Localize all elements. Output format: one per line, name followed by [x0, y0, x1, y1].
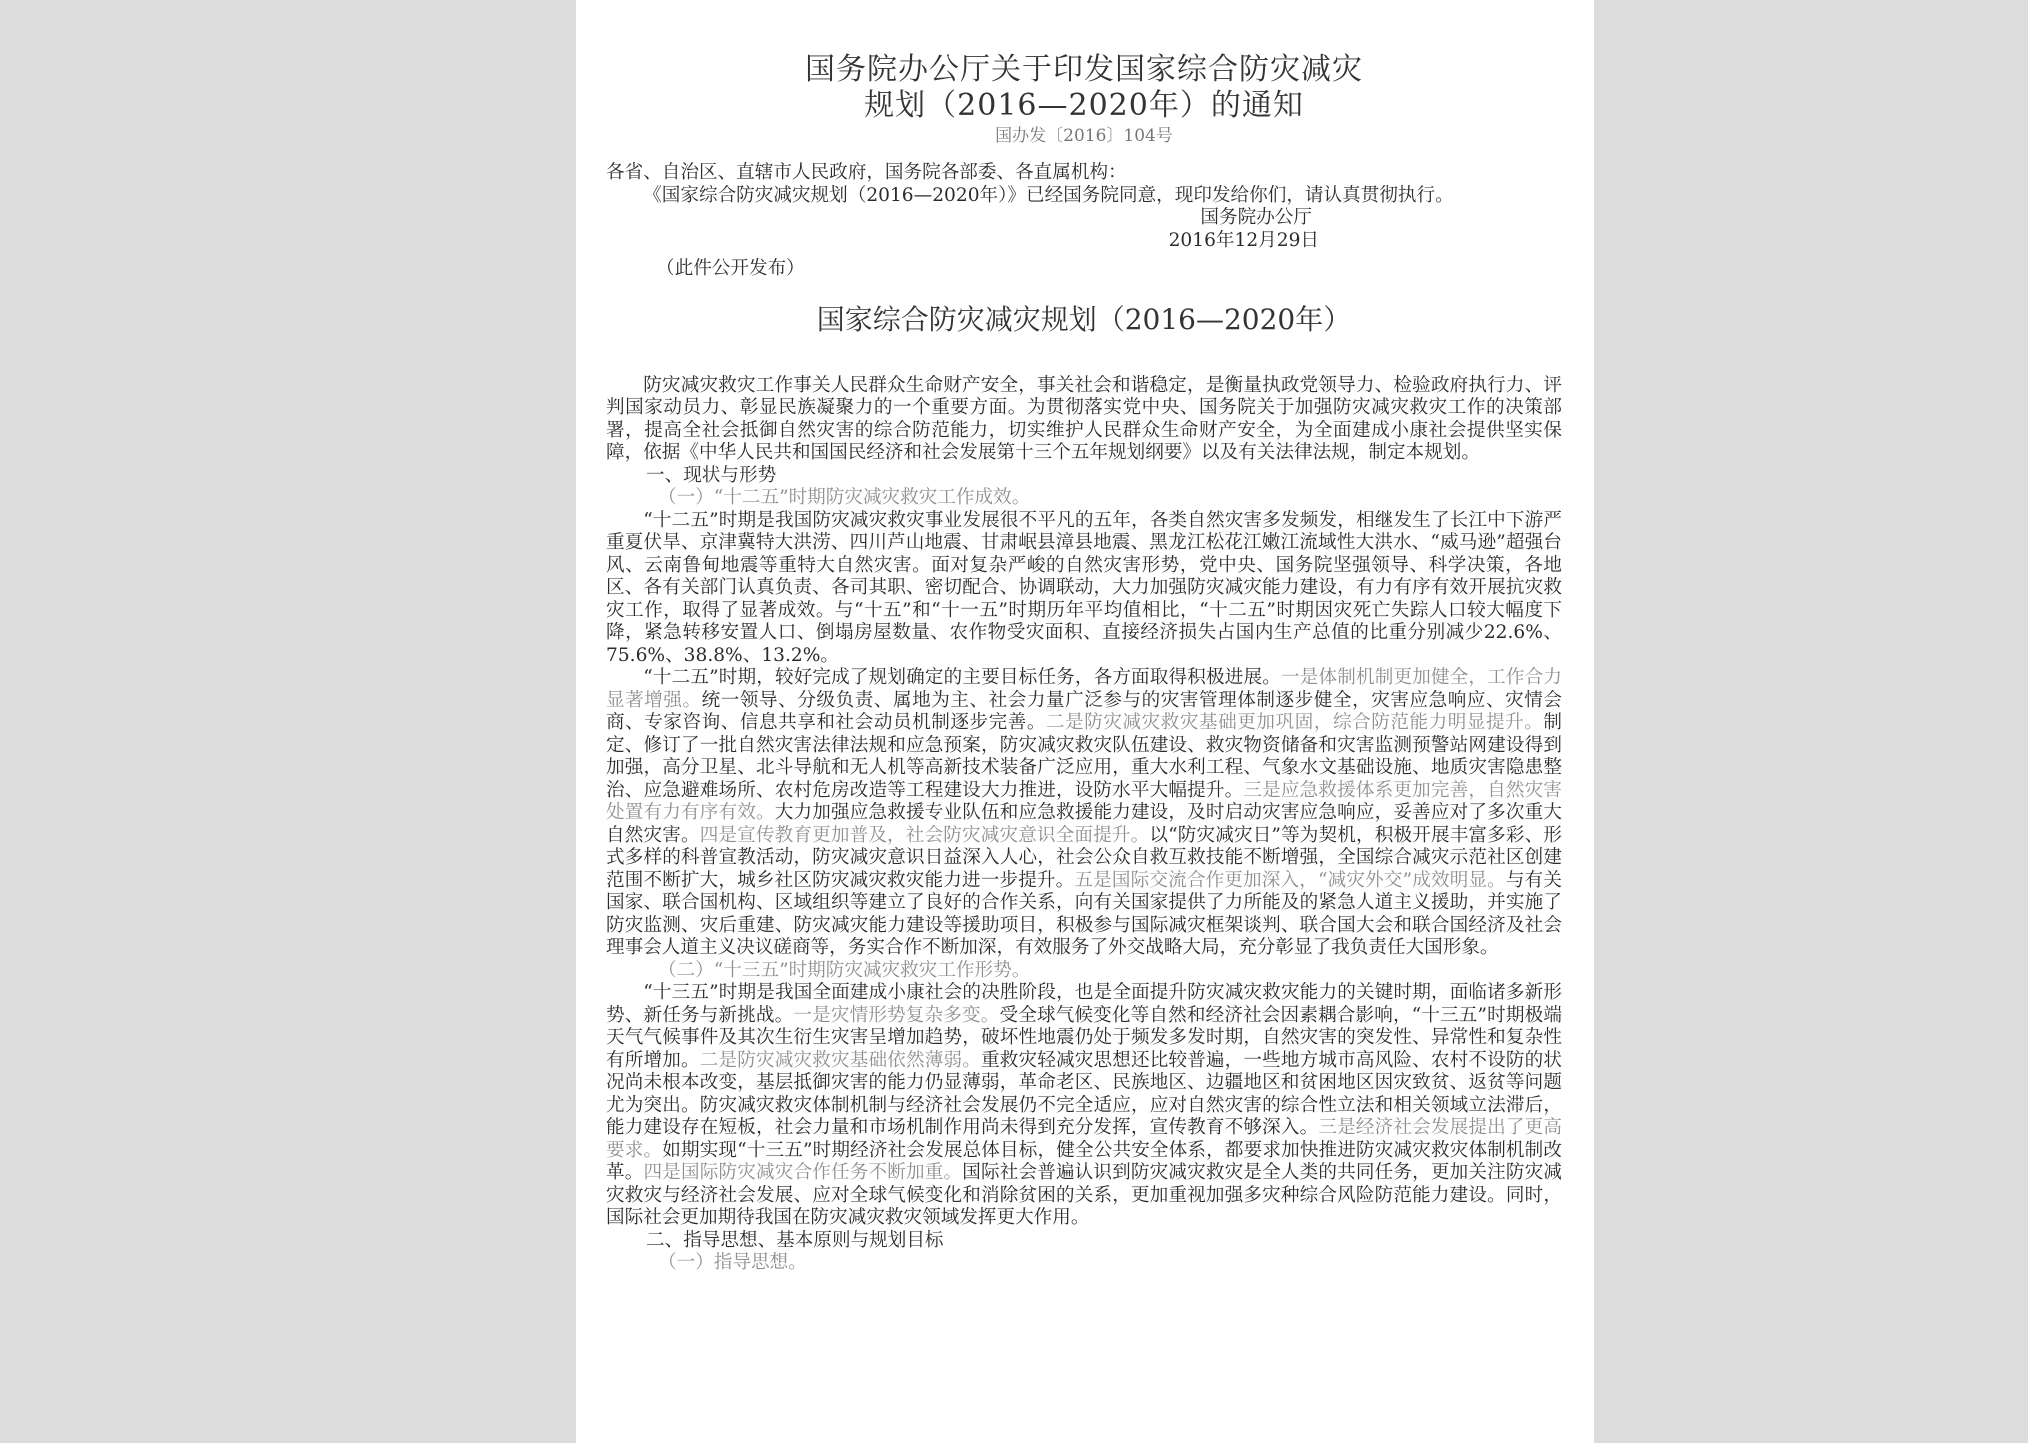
subsection-heading-2-1: （一）指导思想。: [658, 1252, 807, 1273]
point-4-text: 以“防灾减灾日”等为契机，积极开展丰富多彩、形式多样的科普宣教活动，防灾减灾意识日益深入人心，社会公众自救互救技能不断增强，全国综合减灾示范社区创建范围不断扩大，城乡社区防灾减灾救灾能力进一步提升。: [606, 824, 1562, 891]
paragraph-situation-text: “十三五”时期是我国全面建成小康社会的决胜阶段，也是全面提升防灾减灾救灾能力的关键时期，面临诸多新形势、新任务与新挑战。: [606, 982, 1562, 1026]
section-heading-2: 二、指导思想、基本原则与规划目标: [646, 1229, 944, 1251]
notice-title-line2: 规划（2016—2020年）的通知: [864, 88, 1304, 123]
paragraph-achievements: “十二五”时期是我国防灾减灾救灾事业发展很不平凡的五年，各类自然灾害多发频发，相继发生了长江中下游严重夏伏旱、京津冀特大洪涝、四川芦山地震、甘肃岷县漳县地震、黑龙江松花江嫩江流域性大洪水、“威马逊”超强台风、云南鲁甸地震等重特大自然灾害。面对复杂严峻的自然灾害形势，党中央、国务院坚强领导、科学决策，各地区、各有关部门认真负责、各司其职、密切配合、协调联动，大力加强防灾减灾能力建设，有力有序有效开展抗灾救灾工作，取得了显著成效。与“十五”和“十一五”时期历年平均值相比，“十二五”时期因灾死亡失踪人口较大幅度下降，紧急转移安置人口、倒塌房屋数量、农作物受灾面积、直接经济损失占国内生产总值的比重分别减少22.6%、75.6%、38.8%、13.2%。: [606, 509, 1562, 666]
document-content: [606, 52, 1562, 1275]
subsection-heading-1-1: （一）“十二五”时期防灾减灾救灾工作成效。: [658, 487, 1031, 508]
challenge-2-text: 重救灾轻减灾思想还比较普遍，一些地方城市高风险、农村不设防的状况尚未根本改变，基层抵御灾害的能力仍显薄弱，革命老区、民族地区、边疆地区和贫困地区因灾致贫、返贫等问题尤为突出。防灾减灾救灾体制机制与经济社会发展仍不完全适应，应对自然灾害的综合性立法和相关领域立法滞后，能力建设存在短板，社会力量和市场机制作用尚未得到充分发挥，宣传教育不够深入。: [606, 1049, 1562, 1138]
notice-issuer: 国务院办公厅: [1200, 207, 1312, 228]
point-5-text: 与有关国家、联合国机构、区域组织等建立了良好的合作关系，向有关国家提供了力所能及的紧急人道主义援助，并实施了防灾监测、灾后重建、防灾减灾能力建设等援助项目，积极参与国际减灾框架谈判、联合国大会和联合国经济及社会理事会人道主义决议磋商等，务实合作不断加深，有效服务了外交战略大局，充分彰显了我负责任大国形象。: [606, 869, 1562, 958]
point-4-heading: 四是宣传教育更加普及，社会防灾减灾意识全面提升。: [699, 824, 1150, 846]
point-5-heading: 五是国际交流合作更加深入，“减灾外交”成效明显。: [1074, 869, 1506, 891]
point-3-heading: 三是应急救援体系更加完善，自然灾害处置有力有序有效。: [606, 779, 1562, 823]
paragraph-progress: [606, 667, 1562, 960]
paragraph-progress-text: “十二五”时期，较好完成了规划确定的主要目标任务，各方面取得积极进展。: [643, 667, 1281, 688]
notice-title-line1: 国务院办公厅关于印发国家综合防灾减灾: [805, 52, 1363, 87]
document-number: 国办发〔2016〕104号: [995, 126, 1173, 146]
point-2-heading: 二是防灾减灾救灾基础更加巩固，综合防范能力明显提升。: [1046, 712, 1544, 733]
paragraph-situation: [606, 982, 1562, 1230]
point-1-heading: 一是体制机制更加健全，工作合力显著增强。: [606, 667, 1562, 711]
point-2-text: 制定、修订了一批自然灾害法律法规和应急预案，防灾减灾救灾队伍建设、救灾物资储备和灾害监测预警站网建设得到加强，高分卫星、北斗导航和无人机等高新技术装备广泛应用，重大水利工程、气象水文基础设施、地质灾害隐患整治、应急避难场所、农村危房改造等工程建设大力推进，设防水平大幅提升。: [606, 712, 1562, 801]
challenge-4-text: 国际社会普遍认识到防灾减灾救灾是全人类的共同任务，更加关注防灾减灾救灾与经济社会发展、应对全球气候变化和消除贫困的关系，更加重视加强多灾种综合风险防范能力建设。同时，国际社会更加期待我国在防灾减灾救灾领域发挥更大作用。: [606, 1162, 1562, 1228]
section-heading-1: 一、现状与形势: [646, 464, 777, 486]
notice-date: 2016年12月29日: [1168, 229, 1319, 251]
challenge-1-text: 受全球气候变化等自然和经济社会因素耦合影响，“十三五”时期极端天气气候事件及其次生衍生灾害呈增加趋势，破坏性地震仍处于频发多发时期，自然灾害的突发性、异常性和复杂性有所增加。: [606, 1004, 1562, 1071]
notice-body: 《国家综合防灾减灾规划（2016—2020年）》已经国务院同意，现印发给你们，请认真贯彻执行。: [643, 184, 1454, 206]
document-page: [576, 0, 1594, 1443]
challenge-1-heading: 一是灾情形势复杂多变。: [793, 1004, 1000, 1026]
notice-addressee: 各省、自治区、直辖市人民政府，国务院各部委、各直属机构：: [606, 162, 1127, 183]
notice-title: [606, 52, 1562, 124]
challenge-3-heading: 三是经济社会发展提出了更高要求。: [606, 1117, 1562, 1161]
point-3-text: 大力加强应急救援专业队伍和应急救援能力建设，及时启动灾害应急响应，妥善应对了多次重大自然灾害。: [606, 802, 1562, 846]
publish-note: （此件公开发布）: [656, 258, 805, 279]
challenge-4-heading: 四是国际防灾减灾合作任务不断加重。: [643, 1162, 963, 1183]
point-1-text: 统一领导、分级负责、属地为主、社会力量广泛参与的灾害管理体制逐步健全，灾害应急响应、灾情会商、专家咨询、信息共享和社会动员机制逐步完善。: [606, 689, 1562, 733]
challenge-3-text: 如期实现“十三五”时期经济社会发展总体目标，健全公共安全体系，都要求加快推进防灾减灾救灾体制机制改革。: [606, 1139, 1562, 1183]
subsection-heading-1-2: （二）“十三五”时期防灾减灾救灾工作形势。: [658, 959, 1031, 981]
plan-intro: 防灾减灾救灾工作事关人民群众生命财产安全，事关社会和谐稳定，是衡量执政党领导力、检验政府执行力、评判国家动员力、彰显民族凝聚力的一个重要方面。为贯彻落实党中央、国务院关于加强防灾减灾救灾工作的决策部署，提高全社会抵御自然灾害的综合防范能力，切实维护人民群众生命财产安全，为全面建成小康社会提供坚实保障，依据《中华人民共和国国民经济和社会发展第十三个五年规划纲要》以及有关法律法规，制定本规划。: [606, 374, 1562, 463]
challenge-2-heading: 二是防灾减灾救灾基础依然薄弱。: [699, 1049, 981, 1071]
plan-title: 国家综合防灾减灾规划（2016—2020年）: [816, 302, 1352, 336]
